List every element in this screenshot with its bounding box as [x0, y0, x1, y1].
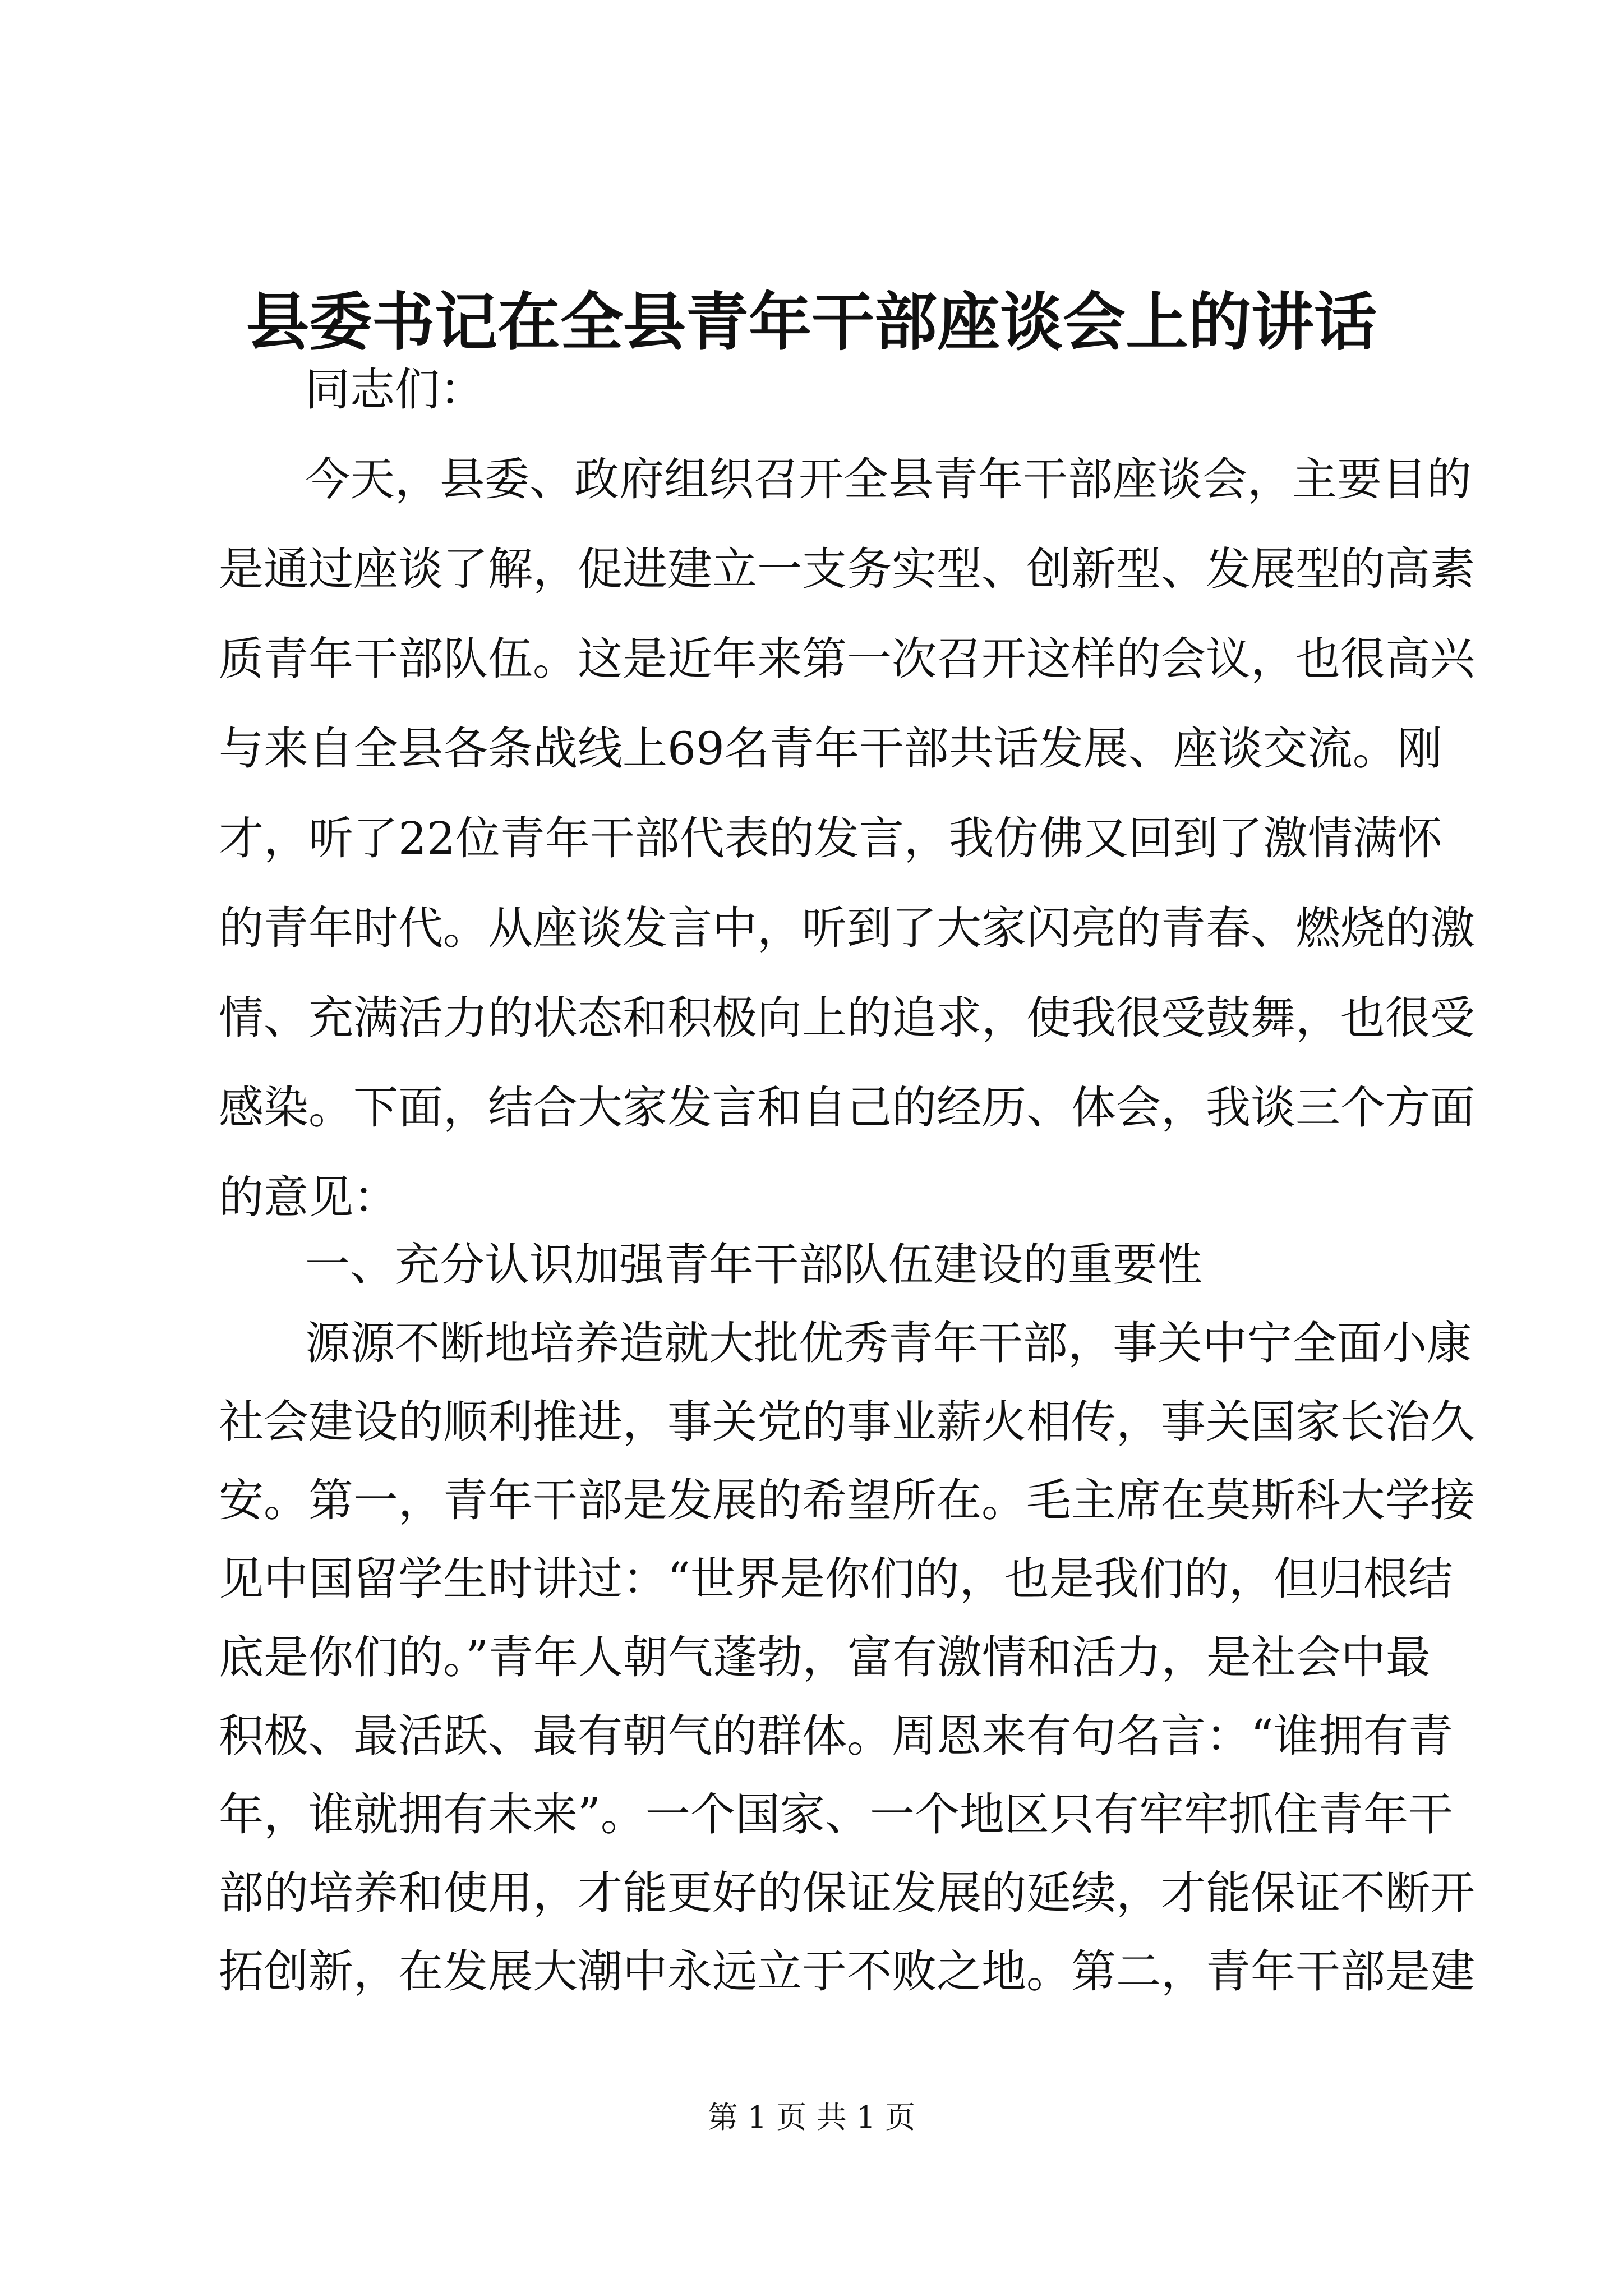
document-title: 县委书记在全县青年干部座谈会上的讲话	[246, 286, 1377, 359]
text-line: 与来自全县各条战线上69名青年干部共话发展、座谈交流。刚	[219, 723, 1442, 775]
text-line: 情、充满活力的状态和积极向上的追求，使我很受鼓舞，也很受	[219, 992, 1475, 1044]
text-line: 安。第一，青年干部是发展的希望所在。毛主席在莫斯科大学接	[219, 1474, 1475, 1526]
text-line: 感染。下面，结合大家发言和自己的经历、体会，我谈三个方面	[219, 1082, 1475, 1134]
text-line: 积极、最活跃、最有朝气的群体。周恩来有句名言：“谁拥有青	[219, 1710, 1453, 1762]
text-line-salutation: 同志们：	[305, 364, 485, 416]
page-footer: 第 1 页 共 1 页	[707, 2100, 916, 2135]
text-line: 的青年时代。从座谈发言中，听到了大家闪亮的青春、燃烧的激	[219, 902, 1475, 954]
text-line: 见中国留学生时讲过：“世界是你们的，也是我们的，但归根结	[219, 1553, 1453, 1605]
text-line: 社会建设的顺利推进，事关党的事业薪火相传，事关国家长治久	[219, 1396, 1475, 1448]
text-line: 质青年干部队伍。这是近年来第一次召开这样的会议，也很高兴	[219, 633, 1475, 685]
text-line: 今天，县委、政府组织召开全县青年干部座谈会，主要目的	[305, 453, 1472, 505]
document-body-continued	[219, 0, 1475, 2047]
text-line: 是通过座谈了解，促进建立一支务实型、创新型、发展型的高素	[219, 543, 1475, 595]
text-line: 部的培养和使用，才能更好的保证发展的延续，才能保证不断开	[219, 1867, 1475, 1919]
text-line: 底是你们的。”青年人朝气蓬勃，富有激情和活力，是社会中最	[219, 1631, 1431, 1683]
text-line: 拓创新，在发展大潮中永远立于不败之地。第二，青年干部是建	[219, 1945, 1475, 1998]
text-line: 年，谁就拥有未来”。一个国家、一个地区只有牢牢抓住青年干	[219, 1788, 1453, 1841]
text-line: 源源不断地培养造就大批优秀青年干部，事关中宁全面小康	[305, 1317, 1472, 1369]
text-line: 才，听了22位青年干部代表的发言，我仿佛又回到了激情满怀	[219, 812, 1442, 864]
section-heading: 一、充分认识加强青年干部队伍建设的重要性	[305, 1239, 1202, 1291]
text-line: 的意见：	[219, 1171, 398, 1223]
